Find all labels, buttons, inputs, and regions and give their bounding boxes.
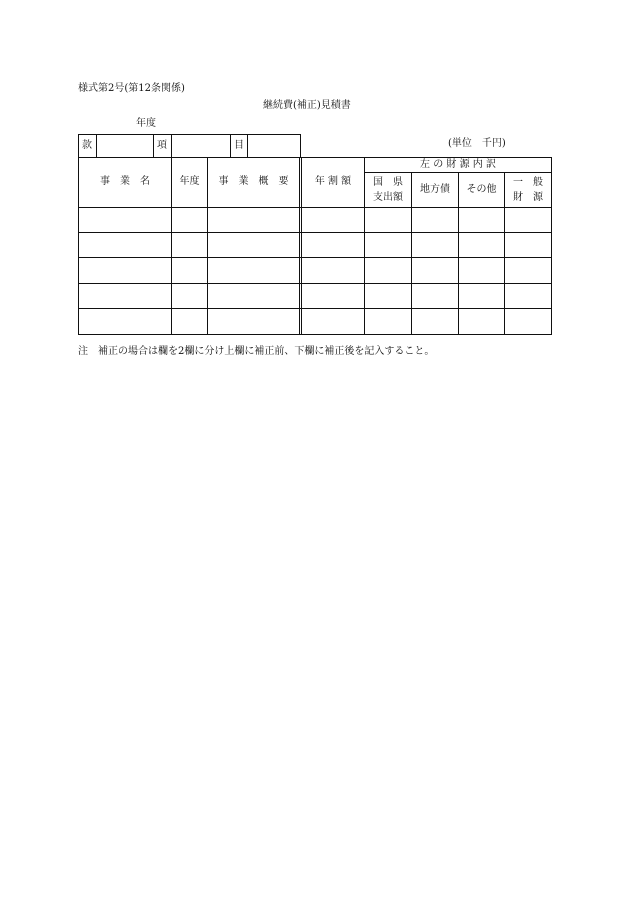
document-title: 継続費(補正)見積書 xyxy=(263,100,351,111)
moku-label: 目 xyxy=(234,140,244,151)
footnote: 注 補正の場合は欄を2欄に分け上欄に補正前、下欄に補正後を記入すること。 xyxy=(78,346,435,357)
kou-label: 項 xyxy=(157,140,167,151)
col-project-summary: 事 業 概 要 xyxy=(218,176,289,187)
col-fiscal-year: 年度 xyxy=(179,176,200,187)
col-general-source-line1: 一 般 xyxy=(513,177,543,188)
col-annual-amount: 年 割 額 xyxy=(314,176,352,187)
col-breakdown-header: 左 の 財 源 内 訳 xyxy=(420,159,496,170)
fiscal-year-label: 年度 xyxy=(136,118,156,129)
col-national-pref-line1: 国 県 xyxy=(373,177,403,188)
col-local-bond: 地方債 xyxy=(420,184,450,195)
unit-note: (単位 千円) xyxy=(448,138,506,149)
col-project-name: 事 業 名 xyxy=(100,176,150,187)
kan-label: 款 xyxy=(82,140,92,151)
col-national-pref-line2: 支出額 xyxy=(373,192,403,203)
col-general-source-line2: 財 源 xyxy=(513,192,543,203)
col-other: その他 xyxy=(466,184,497,195)
form-id: 様式第2号(第12条関係) xyxy=(78,83,185,94)
